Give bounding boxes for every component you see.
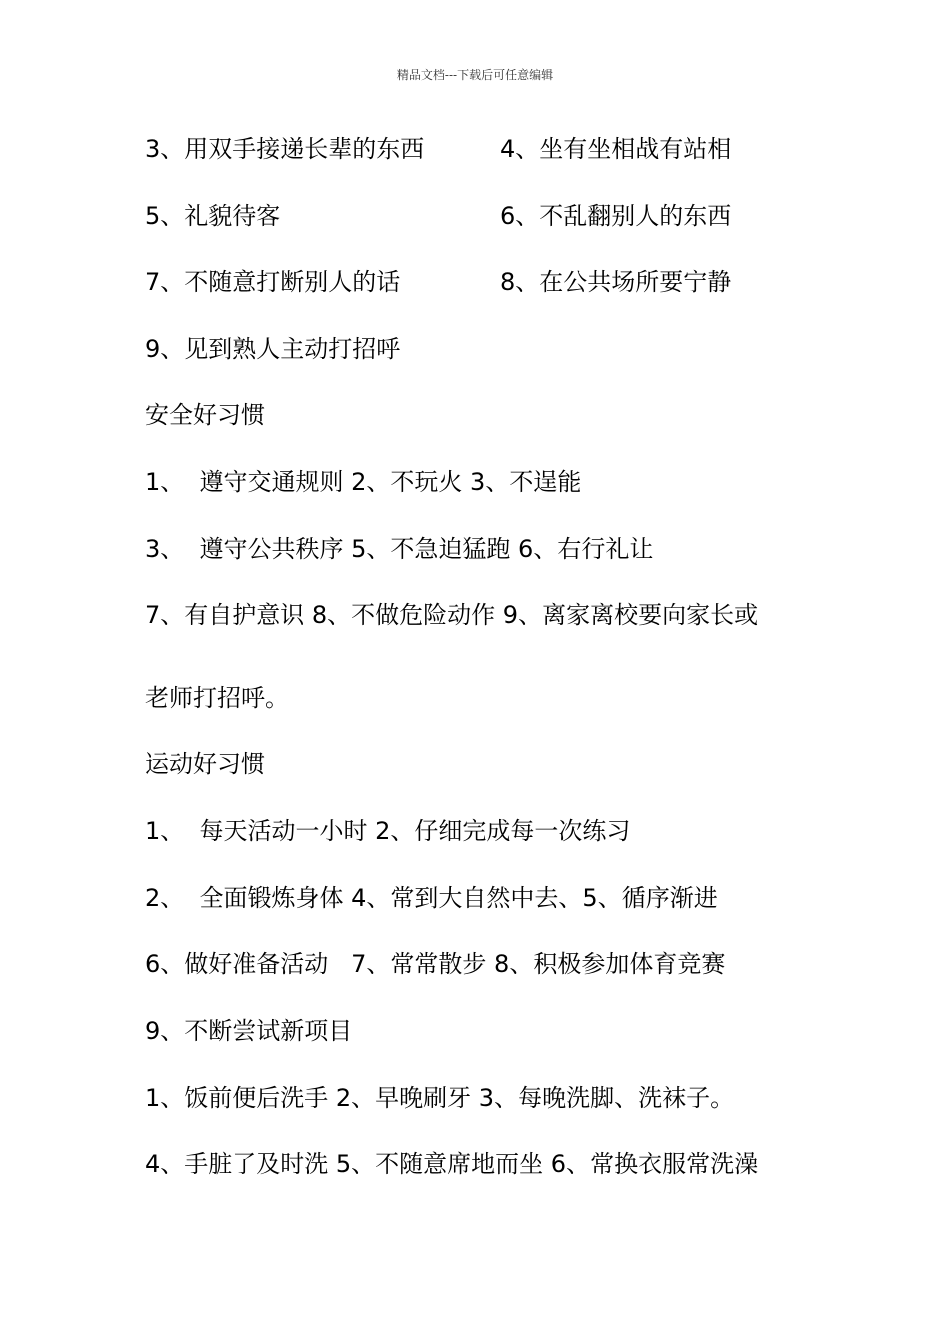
text-line: 老师打招呼。 bbox=[145, 684, 289, 712]
text-line: 9、不断尝试新项目 bbox=[145, 1017, 353, 1045]
text-line: 6、做好准备活动 7、常常散步 8、积极参加体育竞赛 bbox=[145, 950, 726, 978]
text-line: 4、手脏了及时洗 5、不随意席地而坐 6、常换衣服常洗澡 bbox=[145, 1150, 759, 1178]
text-line: 1、 遵守交通规则 2、不玩火 3、不逞能 bbox=[145, 468, 582, 496]
row-3-right: 8、在公共场所要宁静 bbox=[500, 268, 732, 296]
text-line: 3、 遵守公共秩序 5、不急迫猛跑 6、右行礼让 bbox=[145, 535, 654, 563]
text-line: 7、有自护意识 8、不做危险动作 9、离家离校要向家长或 bbox=[145, 601, 759, 629]
section-heading-safety: 安全好习惯 bbox=[145, 401, 265, 429]
text-line: 1、 每天活动一小时 2、仔细完成每一次练习 bbox=[145, 817, 631, 845]
row-3-left: 7、不随意打断别人的话 bbox=[145, 268, 401, 296]
row-1-right: 4、坐有坐相战有站相 bbox=[500, 135, 732, 163]
row-2-left: 5、礼貌待客 bbox=[145, 202, 281, 230]
text-line: 1、饭前便后洗手 2、早晚刷牙 3、每晚洗脚、洗袜子。 bbox=[145, 1084, 735, 1112]
section-heading-sports: 运动好习惯 bbox=[145, 750, 265, 778]
text-line: 2、 全面锻炼身体 4、常到大自然中去、5、循序渐进 bbox=[145, 884, 718, 912]
row-4-left: 9、见到熟人主动打招呼 bbox=[145, 335, 401, 363]
row-1-left: 3、用双手接递长辈的东西 bbox=[145, 135, 425, 163]
page-header: 精品文档---下载后可任意编辑 bbox=[396, 68, 554, 82]
row-2-right: 6、不乱翻别人的东西 bbox=[500, 202, 732, 230]
